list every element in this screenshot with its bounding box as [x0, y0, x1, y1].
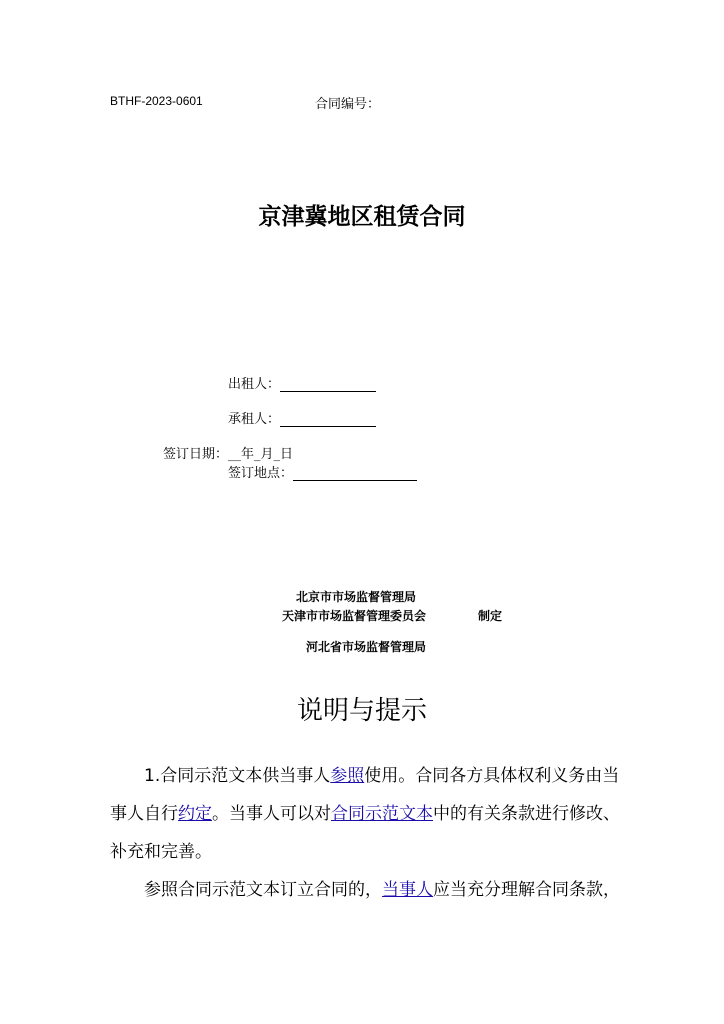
paragraph-1-text-c: 。当事人可以对 — [212, 804, 331, 824]
lessor-blank[interactable] — [280, 377, 376, 392]
issuer-hebei: 河北省市场监督管理局 — [306, 640, 427, 654]
link-agreement[interactable]: 约定 — [178, 804, 212, 824]
lessor-label: 出租人： — [228, 377, 281, 392]
paragraph-1-text-b: 使用。合同各方具体权利义务由当事人自行 — [110, 766, 620, 824]
link-party[interactable]: 当事人 — [382, 880, 433, 900]
sign-place-field — [228, 462, 417, 481]
paragraph-1-text-d: 中的有关条款进行修改、补充和完善。 — [110, 804, 620, 862]
paragraph-1-text-a: 1.合同示范文本供当事人 — [144, 766, 331, 786]
paragraph-2-text-a: 参照合同示范文本订立合同的， — [144, 880, 382, 900]
sign-date-blank[interactable]: __年_月_日 — [228, 447, 294, 462]
lessee-label: 承租人： — [228, 412, 281, 427]
made-by-label: 制定 — [478, 609, 503, 623]
issuer-beijing: 北京市市场监督管理局 — [296, 590, 417, 604]
paragraph-1 — [110, 757, 630, 871]
sign-place-label: 签订地点： — [228, 466, 294, 481]
lessee-field — [228, 408, 376, 427]
lessee-blank[interactable] — [280, 412, 376, 427]
link-reference[interactable]: 参照 — [330, 766, 365, 786]
document-code: BTHF-2023-0601 — [110, 94, 203, 108]
paragraph-2 — [110, 871, 630, 909]
document-title: 京津冀地区租赁合同 — [258, 203, 466, 230]
lessor-field — [228, 373, 376, 392]
contract-number-label: 合同编号： — [315, 97, 381, 112]
sign-place-blank[interactable] — [293, 466, 417, 481]
paragraph-2-text-b: 应当充分理解合同条款， — [433, 880, 620, 900]
sign-date-label: 签订日期： — [163, 447, 229, 462]
issuer-tianjin: 天津市市场监督管理委员会 — [282, 609, 427, 623]
section-title: 说明与提示 — [296, 696, 427, 726]
sign-date-field — [163, 443, 293, 462]
link-model-text[interactable]: 合同示范文本 — [331, 804, 433, 824]
